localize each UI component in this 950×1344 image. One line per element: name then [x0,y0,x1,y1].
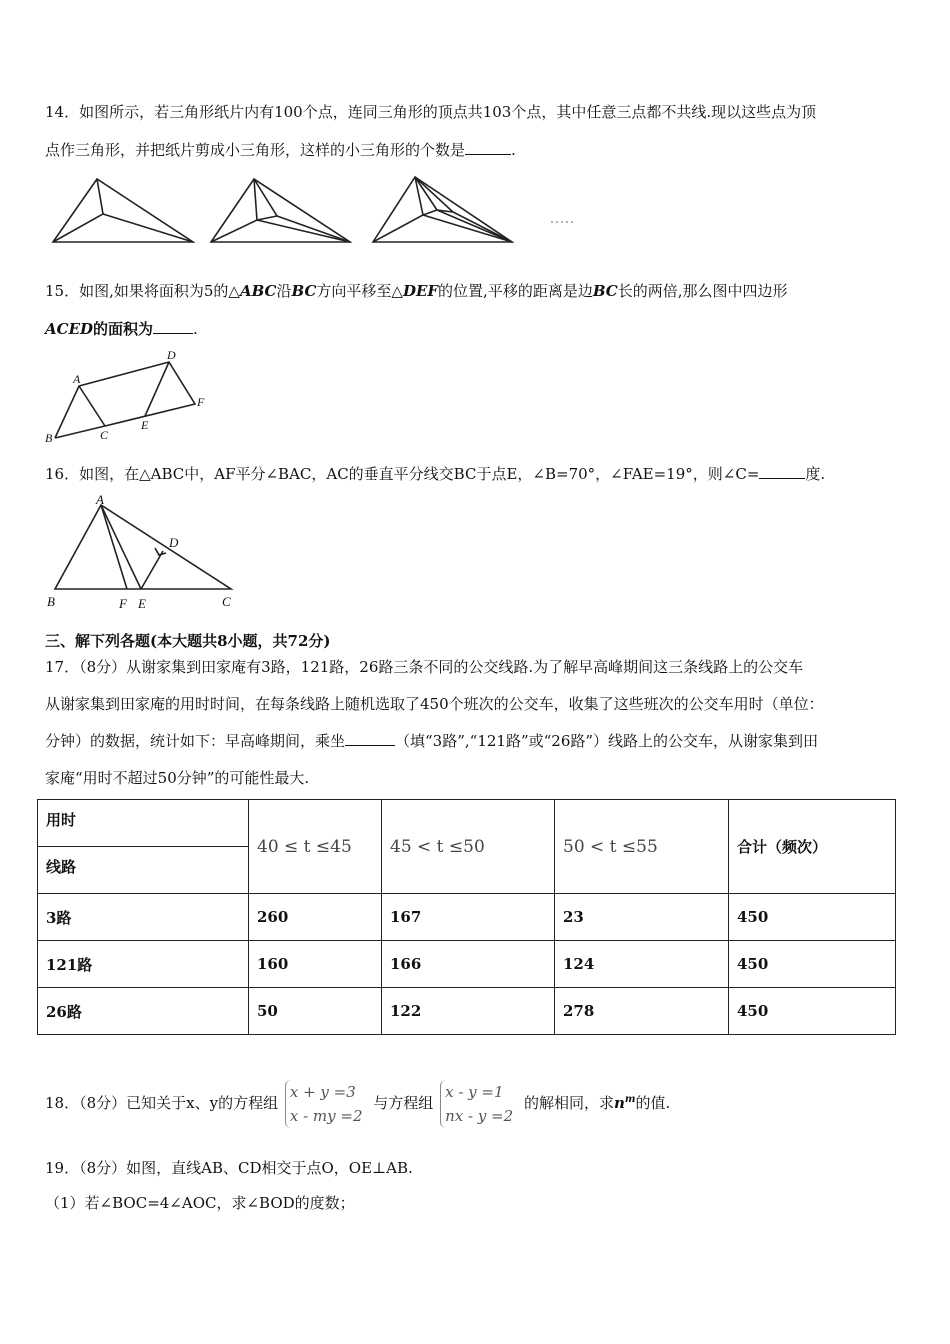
cell: 450 [729,941,896,988]
cell: 450 [729,988,896,1035]
q15-label-f: F [197,395,205,409]
q14-line2 [45,140,516,160]
table-row [38,894,896,941]
q18-line: 18．（8分）已知关于x、y的方程组 x + y =3 x - my =2 与方程组 x - y =1 nx - y =2 的解相同，求$n^m$的值. [45,1074,670,1129]
q15-answer-blank[interactable] [153,319,193,334]
corner-top: 用时 [38,800,248,847]
q14-triangle-1 [53,179,193,242]
cell: 50 [249,988,382,1035]
q19-line2: （1）若∠BOC=4∠AOC，求∠BOD的度数； [45,1194,355,1212]
section-3-heading: 三、解下列各题(本大题共8小题，共72分) [45,632,331,650]
q16-figure [45,493,240,613]
q15-label-a: A [73,372,81,386]
q16-label-f: F [119,596,127,611]
row-label: 26路 [38,988,249,1035]
q16-label-e: E [138,596,146,611]
q17-line2: 从谢家集到田家庵的用时时间，在每条线路上随机选取了450个班次的公交车，收集了这些班次的公交车用时（单位： [45,695,824,713]
q15-label-d: D [167,348,176,362]
q15-label-c: C [100,428,109,442]
q15-figure [45,346,215,446]
q14-end: . [511,141,516,159]
cell: 166 [382,941,555,988]
cell: 23 [555,894,729,941]
q16-label-d: D [169,535,179,550]
row-label: 3路 [38,894,249,941]
header-interval-3: 50 < t ≤55 [555,800,729,894]
q15-label-e: E [141,418,149,432]
cell: 124 [555,941,729,988]
q14-ellipsis-dots [551,221,573,223]
q16-answer-blank[interactable] [759,464,805,479]
q17-answer-blank[interactable] [345,731,395,746]
q17-line4: 家庵“用时不超过50分钟”的可能性最大. [45,769,310,787]
q15-line2: ACED的面积为 . [45,320,198,338]
q17-line1: 17．（8分）从谢家集到田家庵有3路，121路，26路三条不同的公交线路.为了解早高峰期间这三条线路上的公交车 [45,658,804,676]
q19-line1: 19．（8分）如图，直线AB、CD相交于点O，OE⊥AB. [45,1159,413,1177]
cell: 167 [382,894,555,941]
q14-line1: 14．如图所示，若三角形纸片内有100个点，连同三角形的顶点共103个点，其中任意三点都不共线.现以这些点为顶 [45,103,817,121]
row-label: 121路 [38,941,249,988]
q15-line1: 15．如图,如果将面积为5的△ABC沿BC方向平移至△DEF的位置,平移的距离是边BC长的两倍,那么图中四边形 [45,282,788,300]
table-row [38,988,896,1035]
q16-label-b: B [47,594,55,609]
cell: 450 [729,894,896,941]
cell: 278 [555,988,729,1035]
cell: 122 [382,988,555,1035]
cell: 260 [249,894,382,941]
q14-text: 点作三角形，并把纸片剪成小三角形，这样的小三角形的个数是 [45,141,466,159]
header-interval-1: 40 ≤ t ≤45 [249,800,382,894]
q18-system-1: x + y =3 x - my =2 [285,1080,367,1128]
q17-line3: 分钟）的数据，统计如下：早高峰期间，乘坐 （填“3路”,“121路”或“26路”）线路上的公交车，从谢家集到田 [45,732,819,750]
q16-label-a: A [96,493,104,507]
q16-label-c: C [222,594,231,609]
table-row [38,941,896,988]
table-corner-cell [38,800,249,894]
q16-line: 16．如图，在△ABC中，AF平分∠BAC，AC的垂直平分线交BC于点E，∠B=70°，∠FAE=19°，则∠C= 度. [45,465,826,483]
q17-data-table [37,799,896,1035]
q18-system-2: x - y =1 nx - y =2 [440,1080,517,1128]
header-total: 合计（频次） [729,800,896,894]
q14-figure [45,172,605,250]
corner-bottom: 线路 [46,858,77,876]
header-interval-2: 45 < t ≤50 [382,800,555,894]
cell: 160 [249,941,382,988]
q14-answer-blank[interactable] [465,140,511,155]
q15-label-b: B [45,431,53,445]
